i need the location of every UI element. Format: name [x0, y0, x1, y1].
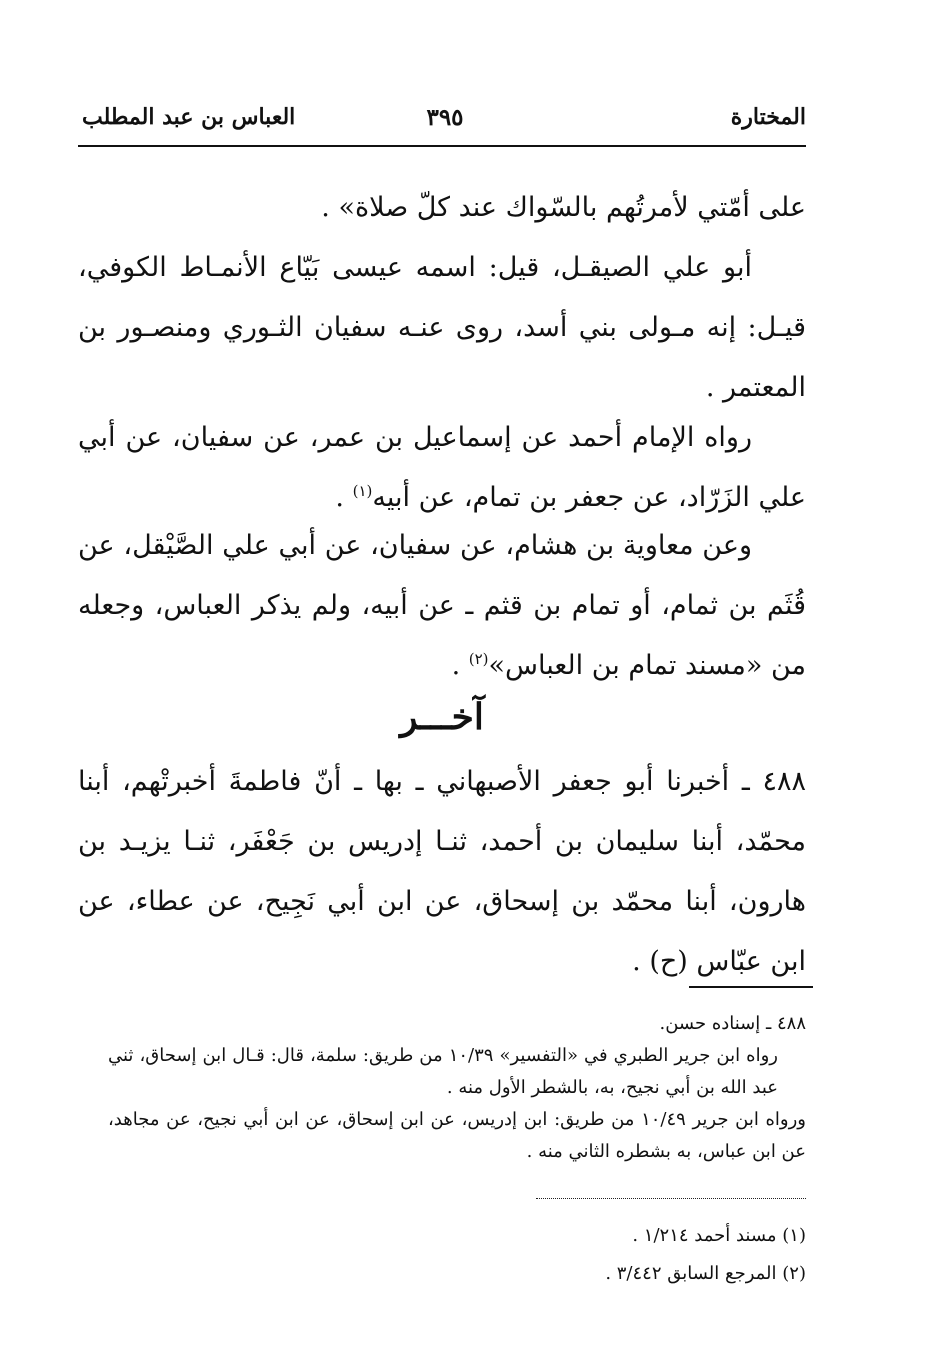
footnote-dotted-separator: [536, 1198, 806, 1199]
running-header-book-title: المختارة: [730, 104, 806, 130]
footnote-hadith-head: ٤٨٨ ـ إسناده حسن.: [659, 1013, 806, 1034]
header-divider: [78, 145, 806, 147]
section-heading: آخـــر: [400, 696, 484, 738]
paragraph-isnad-muawiya: [78, 516, 806, 696]
running-header-section-title: العباس بن عبد المطلب: [82, 104, 296, 130]
paragraph-text: وعن معاوية بن هشام، عن سفيان، عن أبي علي الصَّيْقل، عن قُثَم بن ثمام، أو تمام بن قثم ـ عن أبيه، ولم يذكر العباس، وجعله من «مسند تمام بن العباس»: [78, 530, 806, 681]
page-number: ٣٩٥: [426, 104, 464, 131]
paragraph-narrator-bio: أبو علي الصيقـل، قيل: اسمه عيسى بَيّاع الأنمـاط الكوفي، قيـل: إنه مـولى بني أسد، روى عنـه سفيان الثـوري ومنصـور بن المعتمر .: [78, 252, 806, 403]
paragraph-hadith-end: على أمّتي لأمرتُهم بالسّواك عند كلّ صلاة» .: [321, 192, 806, 223]
paragraph-text: رواه الإمام أحمد عن إسماعيل بن عمر، عن سفيان، عن أبي علي الزَرّاد، عن جعفر بن تمام، عن أبيه: [78, 422, 806, 513]
footnote-ref-2: (٢) المرجع السابق ٣/٤٤٢ .: [605, 1263, 806, 1284]
paragraph-end: .: [335, 482, 353, 513]
footnote-marker-1: (١): [352, 482, 373, 500]
footnote-marker-2: (٢): [468, 650, 489, 668]
footnote-hadith-source-2: ورواه ابن جرير ١٠/٤٩ من طريق: ابن إدريس، عن ابن إسحاق، عن ابن أبي نجيح، عن مجاهد، عن ابن عباس، به بشطره الثاني منه .: [108, 1109, 806, 1162]
paragraph-end: .: [451, 650, 469, 681]
paragraph-isnad-ahmad: [78, 408, 806, 528]
footnote-separator: [689, 986, 813, 988]
paragraph-hadith-488: ٤٨٨ ـ أخبرنا أبو جعفر الأصبهاني ـ بها ـ أنّ فاطمةَ أخبرتْهم، أبنا محمّد، أبنا سليمان بن أحمد، ثنـا إدريس بن جَعْفَر، ثنـا يزيـد بن هارون، أبنا محمّد بن إسحاق، عن ابن أبي نَجِيح، عن عطاء، عن ابن عبّاس (ح) .: [78, 766, 806, 977]
footnote-hadith-source-1: رواه ابن جرير الطبري في «التفسير» ١٠/٣٩ من طريق: سلمة، قال: قـال ابن إسحاق، ثني عبد الله بن أبي نجيح، به، بالشطر الأول منه .: [108, 1045, 778, 1098]
footnote-ref-1: (١) مسند أحمد ١/٢١٤ .: [632, 1225, 806, 1246]
